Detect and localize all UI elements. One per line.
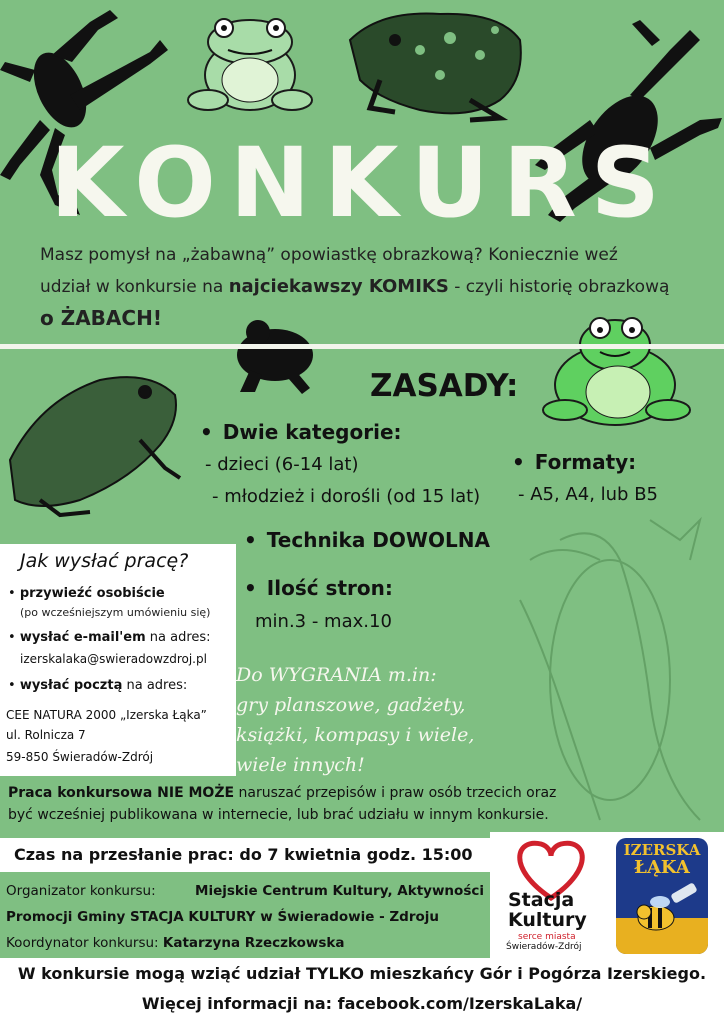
cartoon-frog-icon (188, 19, 312, 110)
option-post: • wysłać pocztą na adres: (8, 678, 188, 693)
organizer-text (6, 878, 484, 956)
prize-line-2: gry planszowe, gadżety, (236, 694, 466, 716)
izerska-logo-text-2: ŁĄKA (634, 857, 690, 878)
intro-text (40, 240, 686, 336)
pages-label: • Ilość stron: (244, 576, 393, 600)
email-address: izerskalaka@swieradowzdroj.pl (20, 652, 207, 666)
prize-line-3: książki, kompasy i wiele, (236, 724, 475, 746)
stacja-logo-text-4: Świeradów-Zdrój (506, 942, 582, 952)
option-personal: • przywieźć osobiście (8, 586, 165, 601)
poster-title: KONKURS (50, 127, 674, 239)
address-line-1: CEE NATURA 2000 „Izerska Łąka” (6, 708, 207, 722)
deadline-value: do 7 kwietnia godz. 15:00 (233, 845, 473, 864)
address-line-3: 59-850 Świeradów-Zdrój (6, 750, 154, 764)
option-post-rest: na adres: (122, 678, 188, 693)
rules-heading: ZASADY: (370, 368, 519, 404)
how-to-send-box (0, 544, 236, 776)
organizer-name-2: Promocji Gminy STACJA KULTURY w Świeradowie - Zdroju (6, 909, 440, 925)
intro-line-2-post: - czyli historię obrazkową (448, 277, 670, 297)
stacja-logo-text-3: serce miasta (518, 932, 576, 942)
stacja-logo-text-2: Kultury (508, 909, 587, 931)
rules-text (8, 782, 568, 826)
option-personal-note: (po wcześniejszym umówieniu się) (20, 606, 211, 619)
organizer-box (0, 876, 490, 958)
rules-line-2: być wcześniej publikowana w internecie, lub brać udziału w innym konkursie. (8, 807, 549, 823)
address-line-2: ul. Rolnicza 7 (6, 728, 86, 742)
bee-icon (616, 838, 708, 954)
intro-line-2 (40, 271, 686, 303)
intro-line-1: Masz pomysł na „żabawną” opowiastkę obrazkową? Koniecznie weź (40, 245, 618, 265)
technique: • Technika DOWOLNA (244, 528, 490, 552)
organizer-name-1: Miejskie Centrum Kultury, Aktywności (195, 883, 484, 899)
frog-sketch-icon (520, 520, 700, 820)
option-post-label: wysłać pocztą (19, 678, 123, 693)
izerska-logo-text-1: IZERSKA (623, 841, 701, 859)
rules-pre: Praca konkursowa (8, 785, 158, 801)
category-adults: - młodzież i dorośli (od 15 lat) (212, 486, 481, 507)
organizer-line-1 (6, 878, 484, 904)
rules-line-1 (8, 782, 568, 804)
organizer-line-2 (6, 904, 484, 930)
option-personal-label: przywieźć osobiście (19, 586, 165, 601)
rules-bold: NIE MOŻE (157, 785, 235, 801)
coordinator-line (6, 930, 484, 956)
option-email: • wysłać e-mail'em na adres: (8, 630, 211, 645)
coordinator-label: Koordynator konkursu: (6, 935, 163, 951)
how-to-send-heading: Jak wysłać pracę? (20, 550, 189, 572)
formats-value: - A5, A4, lub B5 (518, 484, 658, 505)
coordinator-name: Katarzyna Rzeczkowska (162, 935, 345, 951)
stacja-kultury-logo (496, 838, 606, 956)
prizes-text (236, 660, 496, 780)
rules-line-1-rest: naruszać przepisów i praw osób trzecich oraz (234, 785, 557, 801)
option-email-rest: na adres: (145, 630, 211, 645)
deadline-bar (0, 838, 490, 872)
deadline-label: Czas na przesłanie prac: (14, 845, 234, 864)
divider (0, 344, 724, 349)
intro-line-2-bold: najciekawszy KOMIKS (228, 276, 449, 297)
intro-line-3-bold: o ŻABACH! (40, 306, 162, 330)
toad-sketch-icon (10, 377, 180, 515)
footer-bar (0, 958, 724, 1024)
category-children: - dzieci (6-14 lat) (205, 454, 359, 475)
pages-value: min.3 - max.10 (255, 611, 392, 632)
intro-line-2-pre: udział w konkursie na (40, 277, 229, 297)
prize-line-4: wiele innych! (236, 754, 365, 776)
intro-line-3 (40, 303, 686, 336)
footer-line-2: Więcej informacji na: facebook.com/IzerskaLaka/ (141, 994, 583, 1013)
formats-label: • Formaty: (512, 450, 636, 474)
organizer-label: Organizator konkursu: (6, 883, 156, 899)
option-email-label: wysłać e-mail'em (19, 630, 146, 645)
izerska-laka-logo (616, 838, 708, 954)
footer-line-1: W konkursie mogą wziąć udział TYLKO mieszkańcy Gór i Pogórza Izerskiego. (17, 964, 707, 983)
categories-label: • Dwie kategorie: (200, 420, 402, 444)
prize-line-1: Do WYGRANIA m.in: (236, 664, 437, 686)
realistic-frog-icon (350, 14, 521, 120)
deadline-text (14, 845, 473, 864)
stacja-logo-text-1: Stacja (508, 889, 575, 911)
